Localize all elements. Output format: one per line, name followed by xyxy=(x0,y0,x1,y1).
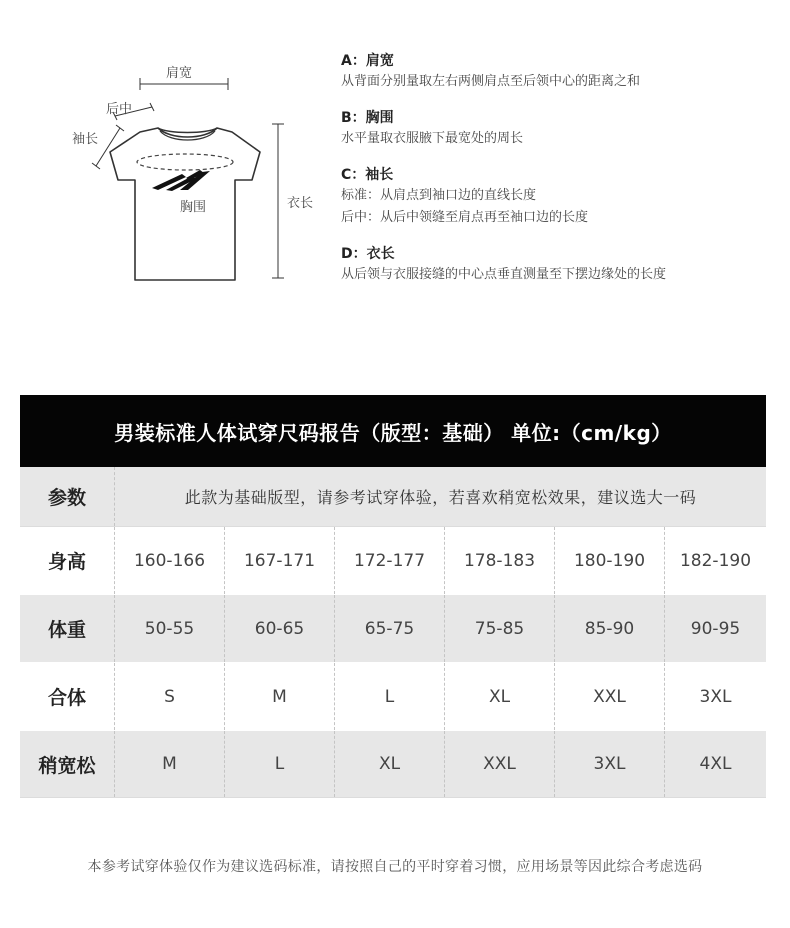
desc-text: 从背面分别量取左右两侧肩点至后领中心的距离之和 xyxy=(341,74,641,89)
table-cell: XXL xyxy=(445,731,555,797)
desc-text: 后中：从后中领缝至肩点再至袖口边的长度 xyxy=(341,210,589,225)
table-cell: 180-190 xyxy=(555,527,665,594)
table-cell: 60-65 xyxy=(225,595,335,662)
row-label: 合体 xyxy=(20,663,115,730)
desc-title: A：肩宽 xyxy=(341,53,394,69)
table-cell: 167-171 xyxy=(225,527,335,594)
desc-title: B：胸围 xyxy=(341,110,394,126)
size-table xyxy=(20,395,766,798)
desc-length xyxy=(341,245,781,286)
table-row-weight xyxy=(20,595,766,663)
desc-chest xyxy=(341,109,781,150)
row-label: 体重 xyxy=(20,595,115,662)
param-note: 此款为基础版型，请参考试穿体验，若喜欢稍宽松效果，建议选大一码 xyxy=(184,488,697,507)
length-label: 衣长 xyxy=(287,196,314,211)
back-center-label: 后中 xyxy=(106,102,133,117)
footer-note: 本参考试穿体验仅作为建议选码标准，请按照自己的平时穿着习惯，应用场景等因此综合考虑选码 xyxy=(87,859,703,875)
table-cell: M xyxy=(115,731,225,797)
table-cell: 3XL xyxy=(699,686,732,707)
sleeve-label: 袖长 xyxy=(72,132,99,147)
table-cell: 172-177 xyxy=(335,527,445,594)
row-label: 稍宽松 xyxy=(20,731,115,797)
chest-guide xyxy=(137,154,233,170)
reebok-logo-icon xyxy=(152,170,210,191)
table-cell: 75-85 xyxy=(445,595,555,662)
desc-text: 从后领与衣服接缝的中心点垂直测量至下摆边缘处的长度 xyxy=(341,267,667,282)
table-cell: L xyxy=(225,731,335,797)
table-row-params xyxy=(20,467,766,527)
chest-label: 胸围 xyxy=(180,200,207,215)
desc-title: D：衣长 xyxy=(341,246,395,262)
desc-text: 标准：从肩点到袖口边的直线长度 xyxy=(341,188,537,203)
table-cell: 3XL xyxy=(555,731,665,797)
table-cell: 160-166 xyxy=(115,527,225,594)
table-cell: 4XL xyxy=(699,754,732,774)
table-cell: XXL xyxy=(555,663,665,730)
desc-sleeve xyxy=(341,166,781,229)
table-row-height xyxy=(20,527,766,595)
desc-shoulder xyxy=(341,52,781,93)
table-cell: 65-75 xyxy=(335,595,445,662)
table-cell: 50-55 xyxy=(115,595,225,662)
table-row-fit xyxy=(20,663,766,731)
table-row-loose xyxy=(20,731,766,798)
table-cell: M xyxy=(225,663,335,730)
measurement-descriptions xyxy=(341,52,781,302)
table-cell: L xyxy=(335,663,445,730)
desc-title: C：袖长 xyxy=(341,167,394,183)
table-cell: 90-95 xyxy=(690,618,741,639)
table-cell: XL xyxy=(335,731,445,797)
desc-text: 水平量取衣服腋下最宽处的周长 xyxy=(341,131,524,146)
row-label: 参数 xyxy=(20,467,115,526)
table-cell: 182-190 xyxy=(679,550,752,571)
table-cell: S xyxy=(115,663,225,730)
table-cell: 178-183 xyxy=(445,527,555,594)
table-cell: XL xyxy=(445,663,555,730)
shoulder-label: 肩宽 xyxy=(166,66,193,81)
table-title: 男装标准人体试穿尺码报告（版型：基础） 单位:（cm/kg） xyxy=(20,395,766,467)
table-cell: 85-90 xyxy=(555,595,665,662)
tshirt-illustration xyxy=(0,0,330,300)
row-label: 身高 xyxy=(20,527,115,594)
